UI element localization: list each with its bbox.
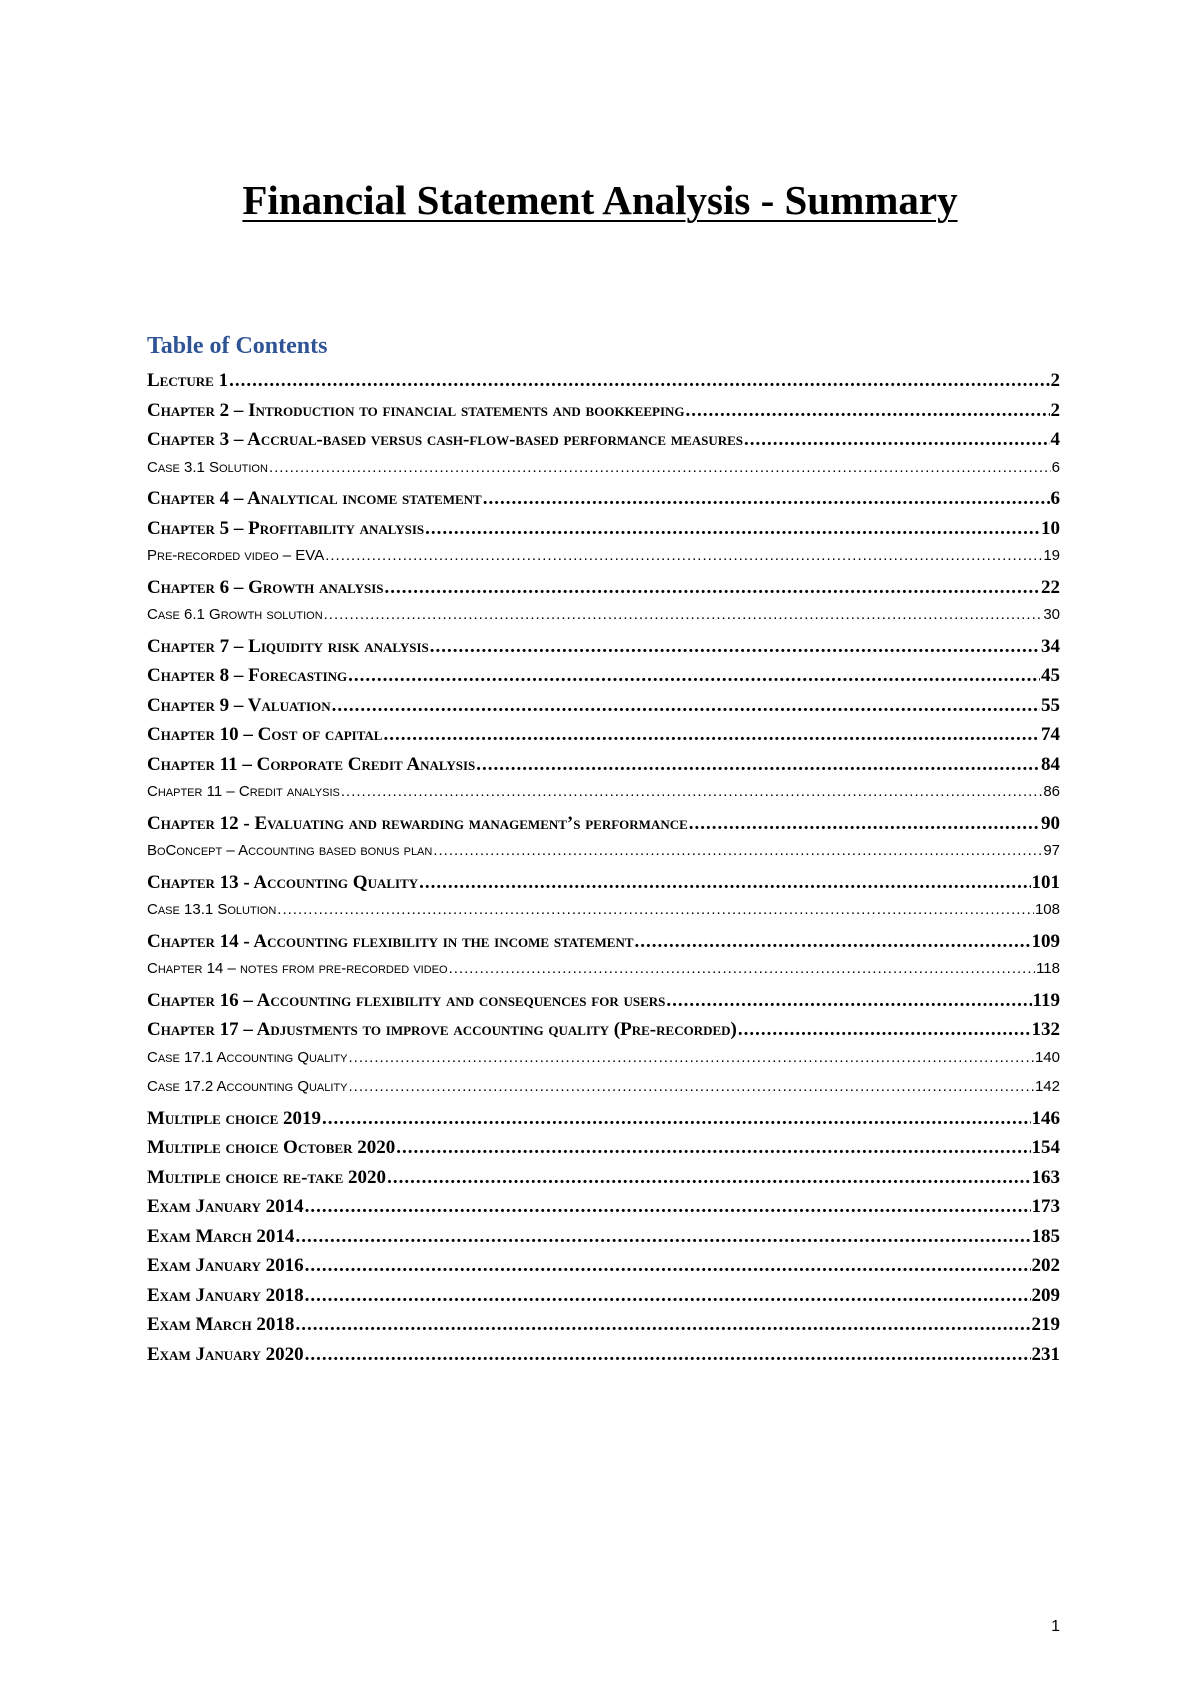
toc-leader-dots — [430, 636, 1040, 658]
toc-leader-dots — [269, 459, 1051, 476]
toc-entry-label: Chapter 7 – Liquidity risk analysis — [147, 635, 429, 657]
toc-entry-label: Case 6.1 Growth solution — [147, 606, 323, 623]
toc-entry[interactable] — [147, 1078, 1060, 1108]
toc-entry-page: 154 — [1031, 1137, 1060, 1158]
toc-leader-dots — [396, 1137, 1030, 1159]
toc-leader-dots — [322, 1108, 1030, 1130]
toc-entry-label: Chapter 14 – notes from pre-recorded video — [147, 960, 448, 977]
toc-leader-dots — [666, 990, 1031, 1012]
toc-entry-page: 185 — [1031, 1225, 1060, 1247]
toc-entry-label: Chapter 3 – Accrual-based versus cash-flow-based performance measures — [147, 429, 744, 450]
toc-entry-page: 163 — [1031, 1166, 1060, 1188]
toc-leader-dots — [744, 429, 1049, 451]
toc-entry-page: 108 — [1034, 901, 1060, 918]
toc-entry-label: Chapter 2 – Introduction to financial statements and bookkeeping — [147, 399, 685, 421]
toc-entry[interactable] — [147, 370, 1060, 400]
toc-leader-dots — [738, 1019, 1031, 1041]
toc-entry[interactable] — [147, 783, 1060, 813]
toc-entry-label: Exam March 2014 — [147, 1225, 295, 1247]
toc-leader-dots — [686, 400, 1050, 422]
toc-leader-dots — [277, 901, 1034, 918]
toc-entry[interactable] — [147, 636, 1060, 666]
toc-leader-dots — [419, 872, 1030, 894]
toc-entry[interactable] — [147, 547, 1060, 577]
toc-entry-label: Chapter 12 - Evaluating and rewarding management’s performance — [147, 812, 688, 834]
toc-entry[interactable] — [147, 931, 1060, 961]
toc-entry[interactable] — [147, 990, 1060, 1020]
toc-entry-label: Multiple choice 2019 — [147, 1107, 322, 1129]
toc-entry-label: Chapter 13 - Accounting Quality — [147, 871, 419, 893]
toc-entry[interactable] — [147, 518, 1060, 548]
toc-entry-page: 84 — [1041, 753, 1060, 775]
toc-leader-dots — [295, 1226, 1030, 1248]
toc-leader-dots — [305, 1285, 1031, 1307]
toc-leader-dots — [229, 370, 1049, 392]
toc-entry[interactable] — [147, 872, 1060, 902]
toc-leader-dots — [324, 606, 1043, 623]
toc-entry-page: 109 — [1031, 930, 1060, 952]
toc-entry-page: 34 — [1041, 635, 1060, 657]
toc-entry-page: 119 — [1032, 989, 1060, 1011]
toc-entry-label: Pre-recorded video – EVA — [147, 547, 325, 564]
toc-entry-page: 173 — [1031, 1196, 1060, 1217]
toc-entry-page: 90 — [1041, 812, 1060, 834]
toc-leader-dots — [425, 518, 1040, 540]
toc-entry-label: Chapter 10 – Cost of capital — [147, 724, 383, 745]
toc-leader-dots — [349, 1078, 1034, 1095]
toc-leader-dots — [449, 960, 1036, 977]
toc-leader-dots — [689, 813, 1040, 835]
toc-entry[interactable] — [147, 960, 1060, 990]
toc-entry-page: 10 — [1041, 517, 1060, 539]
toc-entry-page: 219 — [1031, 1314, 1060, 1335]
toc-entry-page: 4 — [1050, 429, 1060, 450]
toc-entry-label: Chapter 8 – Forecasting — [147, 665, 348, 686]
toc-leader-dots — [635, 931, 1031, 953]
toc-entry-page: 45 — [1041, 665, 1060, 686]
toc-entry-label: Chapter 5 – Profitability analysis — [147, 517, 425, 539]
toc-entry-page: 132 — [1031, 1019, 1060, 1040]
toc-entry[interactable] — [147, 1314, 1060, 1344]
toc-entry[interactable] — [147, 842, 1060, 872]
toc-entry-label: Case 17.2 Accounting Quality — [147, 1078, 348, 1095]
toc-entry-page: 86 — [1043, 783, 1060, 800]
toc-leader-dots — [305, 1196, 1031, 1218]
toc-entry[interactable] — [147, 1196, 1060, 1226]
toc-entry-page: 209 — [1031, 1284, 1060, 1306]
toc-entry[interactable] — [147, 400, 1060, 430]
toc-entry-page: 97 — [1043, 842, 1060, 859]
toc-entry-page: 19 — [1043, 547, 1060, 564]
toc-entry-label: Lecture 1 — [147, 370, 229, 391]
toc-leader-dots — [483, 488, 1050, 510]
toc-entry[interactable] — [147, 1019, 1060, 1049]
toc-entry-page: 118 — [1036, 960, 1060, 977]
toc-entry-label: Case 3.1 Solution — [147, 458, 268, 476]
toc-entry-label: Case 17.1 Accounting Quality — [147, 1048, 348, 1066]
toc-entry-page: 146 — [1031, 1107, 1060, 1129]
toc-entry-page: 6 — [1050, 488, 1060, 509]
page-number: 1 — [1051, 1618, 1060, 1635]
toc-entry-label: Chapter 17 – Adjustments to improve accounting quality (Pre-recorded) — [147, 1019, 737, 1040]
toc-heading: Table of Contents — [147, 333, 328, 359]
toc-entry-page: 6 — [1051, 458, 1060, 476]
toc-entry-label: Chapter 16 – Accounting flexibility and consequences for users — [147, 989, 666, 1011]
toc-entry-label: Chapter 11 – Credit analysis — [147, 783, 340, 800]
toc-leader-dots — [387, 1167, 1030, 1189]
toc-entry[interactable] — [147, 813, 1060, 843]
toc-entry[interactable] — [147, 1049, 1060, 1079]
toc-entry[interactable] — [147, 724, 1060, 754]
toc-entry[interactable] — [147, 1167, 1060, 1197]
toc-entry[interactable] — [147, 1226, 1060, 1256]
toc-entry[interactable] — [147, 901, 1060, 931]
toc-entry[interactable] — [147, 1137, 1060, 1167]
toc-leader-dots — [295, 1314, 1030, 1336]
toc-entry-label: Chapter 9 – Valuation — [147, 694, 331, 716]
toc-entry-page: 101 — [1031, 871, 1060, 893]
toc-entry-page: 55 — [1041, 694, 1060, 716]
toc-entry-label: Exam January 2018 — [147, 1284, 304, 1306]
toc-entry-label: BoConcept – Accounting based bonus plan — [147, 842, 433, 859]
toc-leader-dots — [433, 842, 1042, 859]
toc-entry-label: Multiple choice re-take 2020 — [147, 1166, 387, 1188]
toc-leader-dots — [305, 1255, 1031, 1277]
toc-entry[interactable] — [147, 488, 1060, 518]
toc-entry-label: Chapter 4 – Analytical income statement — [147, 488, 482, 509]
toc-entry[interactable] — [147, 1255, 1060, 1285]
toc-entry-page: 2 — [1050, 370, 1060, 391]
toc-entry-label: Case 13.1 Solution — [147, 901, 277, 918]
toc-entry-page: 142 — [1034, 1078, 1060, 1095]
toc-entry-page: 140 — [1034, 1048, 1060, 1066]
document-title: Financial Statement Analysis - Summary — [242, 177, 958, 223]
toc-entry[interactable] — [147, 606, 1060, 636]
toc-entry-page: 74 — [1041, 724, 1060, 745]
toc-entry-label: Exam March 2018 — [147, 1314, 295, 1335]
toc-leader-dots — [341, 783, 1042, 800]
toc-entry-page: 231 — [1031, 1343, 1060, 1365]
toc-entry[interactable] — [147, 577, 1060, 607]
toc-entry[interactable] — [147, 1344, 1060, 1374]
toc-leader-dots — [305, 1344, 1031, 1366]
toc-entry[interactable] — [147, 665, 1060, 695]
toc-leader-dots — [349, 1049, 1034, 1066]
toc-entry[interactable] — [147, 429, 1060, 459]
toc-entry-label: Exam January 2016 — [147, 1255, 304, 1276]
toc-leader-dots — [348, 665, 1040, 687]
toc-entry-label: Multiple choice October 2020 — [147, 1137, 396, 1158]
toc-entry-label: Chapter 6 – Growth analysis — [147, 576, 384, 598]
toc-entry-page: 22 — [1041, 576, 1060, 598]
table-of-contents — [147, 370, 1060, 1373]
toc-entry-label: Exam January 2020 — [147, 1343, 304, 1365]
toc-leader-dots — [383, 724, 1040, 746]
toc-entry[interactable] — [147, 459, 1060, 489]
toc-entry-label: Chapter 11 – Corporate Credit Analysis — [147, 753, 476, 775]
toc-entry-page: 202 — [1031, 1255, 1060, 1276]
toc-entry-page: 2 — [1050, 399, 1060, 421]
toc-entry[interactable] — [147, 754, 1060, 784]
toc-leader-dots — [476, 754, 1040, 776]
toc-entry[interactable] — [147, 1108, 1060, 1138]
toc-entry-page: 30 — [1043, 606, 1060, 623]
toc-entry-label: Chapter 14 - Accounting flexibility in the income statement — [147, 930, 634, 952]
toc-leader-dots — [332, 695, 1040, 717]
toc-entry-label: Exam January 2014 — [147, 1196, 304, 1217]
toc-leader-dots — [325, 547, 1042, 564]
toc-leader-dots — [385, 577, 1040, 599]
toc-entry[interactable] — [147, 695, 1060, 725]
toc-entry[interactable] — [147, 1285, 1060, 1315]
